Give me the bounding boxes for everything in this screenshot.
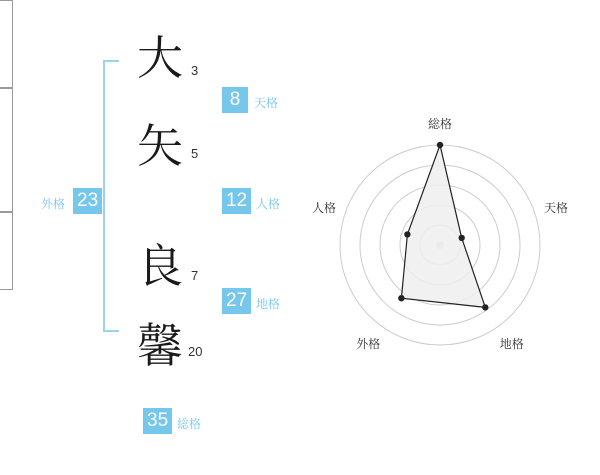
soukaku-label: 総格 — [177, 417, 202, 431]
kanji-character: 矢 — [137, 119, 183, 173]
radar-axis-label-chikaku: 地格 — [499, 337, 524, 352]
name-breakdown-panel — [0, 0, 300, 470]
radar-axis-label-soukaku: 総格 — [428, 116, 453, 131]
chikaku-label: 地格 — [256, 297, 281, 311]
radar-data-point — [404, 231, 410, 237]
radar-chart-panel — [300, 0, 600, 470]
radar-data-point — [398, 295, 404, 301]
tenkaku-label: 天格 — [254, 96, 279, 110]
stroke-count: 3 — [191, 63, 199, 78]
gaikaku-label: 外格 — [41, 197, 66, 211]
radar-axis-label-tenkaku: 天格 — [544, 200, 569, 215]
radar-axis-label-gaikaku: 外格 — [356, 337, 381, 352]
radar-data-point — [437, 142, 443, 148]
radar-chart — [300, 0, 600, 470]
kanji-character: 大 — [137, 31, 183, 85]
radar-data-point — [459, 235, 465, 241]
radar-axis-label-jinkaku: 人格 — [311, 200, 336, 215]
tenkaku-bracket — [0, 0, 13, 88]
kanji-character: 馨 — [137, 319, 183, 373]
jinkaku-label: 人格 — [256, 197, 281, 211]
kanji-character: 良 — [137, 239, 183, 293]
radar-data-point — [482, 304, 488, 310]
tenkaku-value: 8 — [222, 87, 248, 113]
gaikaku-value: 23 — [73, 188, 102, 214]
stroke-count: 5 — [191, 146, 199, 161]
soukaku-value: 35 — [143, 408, 172, 434]
stroke-count: 20 — [188, 344, 203, 359]
jinkaku-value: 12 — [222, 188, 251, 214]
gaikaku-bracket — [103, 60, 119, 332]
chikaku-bracket — [0, 212, 13, 290]
chikaku-value: 27 — [222, 288, 251, 314]
stroke-count: 7 — [191, 268, 199, 283]
jinkaku-bracket — [0, 88, 13, 212]
